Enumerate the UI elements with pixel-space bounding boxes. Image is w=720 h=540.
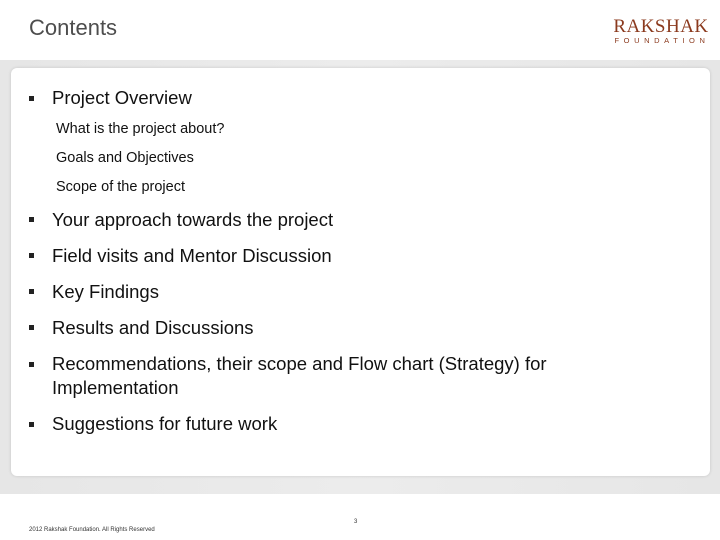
contents-item-field-visits: Field visits and Mentor Discussion — [52, 245, 332, 266]
bullet-icon — [29, 253, 34, 258]
logo-main-text: RAKSHAK — [613, 16, 709, 37]
footer-copyright: 2012 Rakshak Foundation. All Rights Reserved — [29, 527, 155, 533]
logo-sub-text: FOUNDATION — [614, 36, 710, 45]
bullet-icon — [29, 96, 34, 101]
rakshak-foundation-logo — [612, 18, 710, 48]
bullet-icon — [29, 217, 34, 222]
bullet-icon — [29, 422, 34, 427]
contents-item-approach: Your approach towards the project — [52, 209, 334, 230]
subitem-scope: Scope of the project — [56, 179, 185, 195]
subitem-goals-objectives: Goals and Objectives — [56, 150, 194, 166]
contents-item-key-findings: Key Findings — [52, 281, 159, 302]
bullet-icon — [29, 325, 34, 330]
contents-item-suggestions: Suggestions for future work — [52, 413, 278, 434]
contents-item-results: Results and Discussions — [52, 317, 254, 338]
slide-title: Contents — [29, 15, 118, 40]
contents-item-recommendations: Recommendations, their scope and Flow chart (Strategy) for Implementation — [52, 353, 547, 398]
page-number: 3 — [354, 519, 358, 525]
contents-item-project-overview: Project Overview — [52, 87, 192, 108]
bullet-icon — [29, 362, 34, 367]
subitem-project-about: What is the project about? — [56, 121, 225, 137]
bullet-icon — [29, 289, 34, 294]
